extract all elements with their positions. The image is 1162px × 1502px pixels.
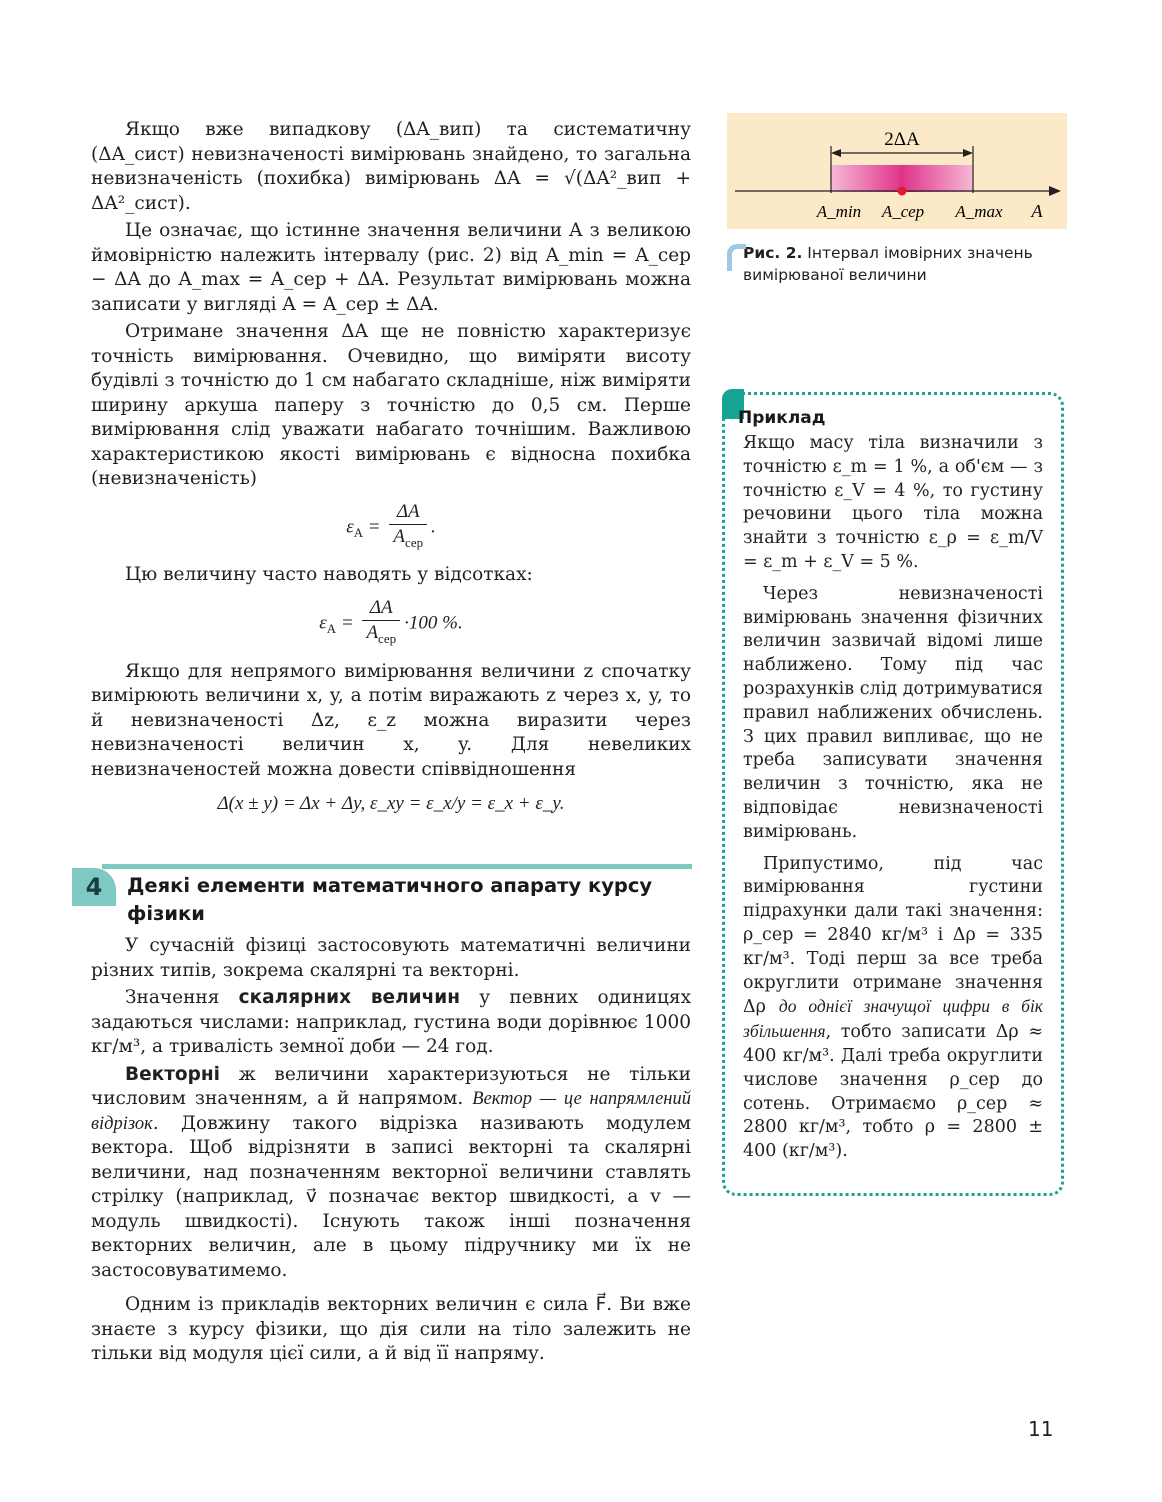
example-paragraph: Через невизначеності вимірювань значення фізичних величин зазвичай відомі лише наближено. Тому під час розрахунків слід дотримуватися правил наближених обчислень. З цих правил випливає, що не треба записувати значення величин з точністю, яка не відповідає невизначеності вимірювань. — [743, 583, 1043, 842]
paragraph: Це означає, що істинне значення величини A з великою ймовірністю належить інтервалу (рис. 2) від A_min = A_сер − ΔA до A_max = A_сер + ΔA. Результат вимірювань можна записати у вигляді A = A_сер ± ΔA. — [91, 220, 691, 315]
main-text-top — [91, 118, 691, 817]
formula-relative-error: $\varepsilon_A$ = $\frac{\Delta A}{A_{сер}}$ . — [91, 500, 691, 556]
label-min: A_min — [816, 202, 862, 221]
paragraph: У сучасній фізиці застосовують математичні величини різних типів, зокрема скалярні та векторні. — [91, 935, 691, 981]
label-axis: A — [1031, 201, 1043, 221]
label-mid: A_сер — [881, 202, 925, 221]
paragraph: Якщо для непрямого вимірювання величини z спочатку вимірюють величини x, y, а потім виражають z через x, y, то й невизначеності Δz, ε_z можна виразити через невизначеності величин x, y. Для невеликих невизначеностей можна довести співвідношення — [91, 660, 691, 780]
example-paragraph: Припустимо, під час вимірювання густини підрахунки дали такі значення: ρ_сер = 2840 кг/м³ і Δρ = 335 кг/м³. Тоді перш за все треба округлити отримане значення Δρ до однієї значущої цифри в бік збільшення, тобто записати Δρ ≈ 400 кг/м³. Далі треба округлити числове значення ρ_сер до сотень. Отримаємо ρ_сер ≈ 2800 кг/м³, тобто ρ = 2800 ± 400 (кг/м³). — [743, 853, 1043, 1162]
paragraph: Отримане значення ΔA ще не повністю характеризує точність вимірювання. Очевидно, що виміряти висоту будівлі з точністю до 1 см набагато складніше, ніж виміряти ширину аркуша паперу з точністю до 0,5 см. Перше вимірювання слід уважати набагато точнішим. Важливою характеристикою якості вимірювань є відносна похибка (невизначеність) — [91, 321, 691, 489]
axis-arrow-icon — [1049, 186, 1061, 196]
section-heading — [72, 864, 692, 934]
mean-point — [898, 187, 907, 196]
formula-relation: Δ(x ± y) = Δx + Δy, ε_xy = ε_x/y = ε_x + ε_y. — [217, 793, 565, 815]
paragraph: Цю величину часто наводять у відсотках: — [125, 564, 533, 586]
fraction: $\frac{\Delta A}{A_{сер}}$ — [389, 500, 427, 556]
figure-caption: Рис. 2. Інтервал імовірних значень вимірюваної величини — [727, 242, 1067, 286]
width-arrow-left-icon — [831, 149, 841, 157]
label-width: 2ΔA — [884, 129, 920, 150]
fraction: $\frac{\Delta A}{A_{сер}}$ — [362, 596, 400, 652]
example-body — [743, 432, 1043, 1164]
section-bar — [102, 864, 692, 869]
paragraph: Якщо вже випадкову (ΔA_вип) та систематичну (ΔA_сист) невизначеності вимірювань знайдено, то загальна невизначеність (похибка) вимірювань ΔA = √(ΔA²_вип + ΔA²_сист). — [91, 119, 691, 214]
example-paragraph: Якщо масу тіла визначили з точністю ε_m = 1 %, а об'єм — з точністю ε_V = 4 %, то густину речовини цього тіла можна знайти з точністю ε_ρ = ε_m/V = ε_m + ε_V = 5 %. — [743, 433, 1043, 572]
paragraph: Одним із прикладів векторних величин є сила F⃗. Ви вже знаєте з курсу фізики, що дія сили на тіло залежить не тільки від модуля цієї сили, а й від її напряму. — [91, 1294, 691, 1364]
section-number: 4 — [72, 868, 116, 906]
paragraph: Векторні ж величини характеризуються не тільки числовим значенням, а й напрямом. Вектор — це напрямлений відрізок. Довжину такого відрізка називають модулем вектора. Щоб відрізняти в записі векторні та скалярні величини, над позначенням векторної величини ставлять стрілку (наприклад, v⃗ позначає вектор швидкості, а v — модуль швидкості). Існують також інші позначення векторних величин, але в цьому підручнику ми їх не застосовуватимемо. — [91, 1063, 691, 1281]
label-max: A_max — [955, 202, 1003, 221]
interval-diagram — [727, 113, 1067, 229]
paragraph: Значення скалярних величин у певних одиницях задаються числами: наприклад, густина води дорівнює 1000 кг/м³, а тривалість земної доби — 24 год. — [91, 987, 691, 1057]
caption-mark-icon — [727, 244, 746, 271]
page-number: 11 — [1028, 1417, 1054, 1441]
figure-interval — [727, 113, 1067, 229]
section-title: Деякі елементи математичного апарату курсу фізики — [127, 874, 653, 925]
width-arrow-right-icon — [963, 149, 973, 157]
main-text-bottom — [91, 934, 691, 1367]
example-title: Приклад — [738, 408, 826, 428]
formula-relative-error-percent: $\varepsilon_A$ = $\frac{\Delta A}{A_{сер}}$ ·100 %. — [91, 596, 691, 652]
